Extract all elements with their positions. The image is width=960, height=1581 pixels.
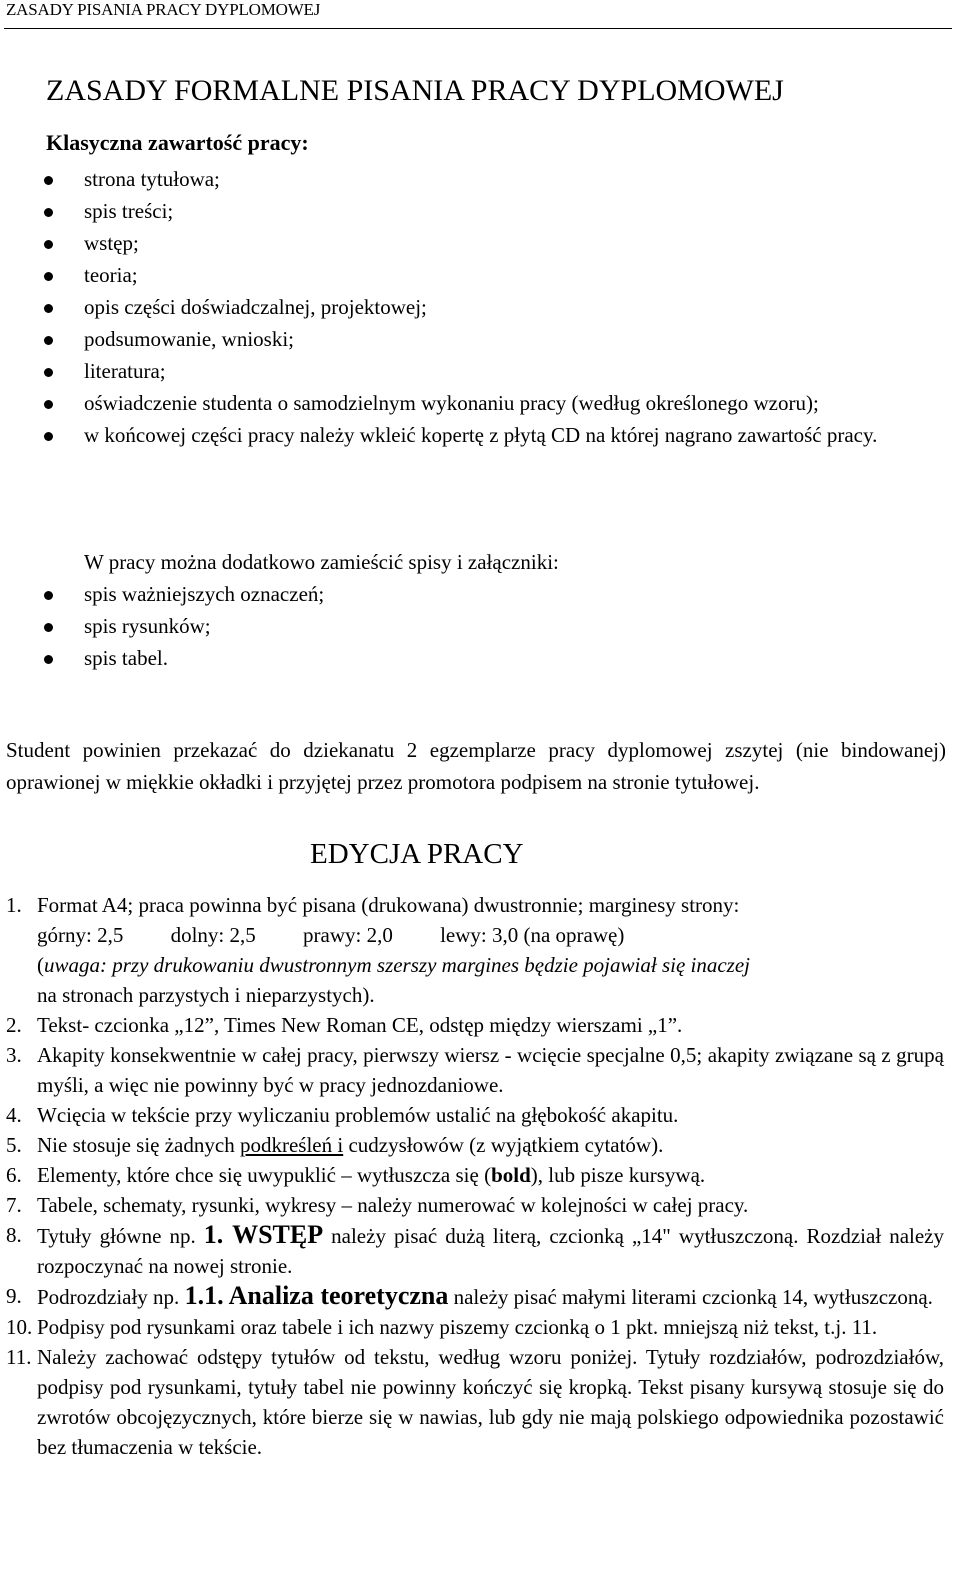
extra-lists xyxy=(0,578,950,674)
list-item: podsumowanie, wnioski; xyxy=(0,323,950,355)
list-item: oświadczenie studenta o samodzielnym wykonaniu pracy (według określonego wzoru); xyxy=(0,387,950,419)
list-item: strona tytułowa; xyxy=(0,163,950,195)
example-subheading: 1.1. Analiza teoretyczna xyxy=(184,1281,449,1310)
margin-bottom: dolny: 2,5 xyxy=(170,923,256,947)
rule-number: 6. xyxy=(6,1163,22,1187)
rule-text: Tekst- czcionka „12”, Times New Roman CE, odstęp między wierszami „1”. xyxy=(37,1013,683,1037)
rule-item xyxy=(0,1130,950,1160)
rule-text: należy pisać małymi literami czcionką 14, wytłuszczoną. xyxy=(448,1285,933,1309)
section-heading: EDYCJA PRACY xyxy=(310,838,524,870)
list-item: spis rysunków; xyxy=(0,610,950,642)
rule-text: Elementy, które chce się uwypuklić – wytłuszcza się ( xyxy=(37,1163,492,1187)
rule-number: 4. xyxy=(6,1103,22,1127)
list-item: teoria; xyxy=(0,259,950,291)
note-italic: uwaga: przy drukowaniu dwustronnym szerszy margines będzie pojawiał się inaczej xyxy=(44,953,751,977)
rule-text: Wcięcia w tekście przy wyliczaniu problemów ustalić na głębokość akapitu. xyxy=(37,1103,679,1127)
rule-number: 11. xyxy=(6,1345,32,1369)
rule-number: 8. xyxy=(6,1223,22,1247)
rule-item xyxy=(0,1342,950,1462)
list-item: spis ważniejszych oznaczeń; xyxy=(0,578,950,610)
rule-text: Akapity konsekwentnie w całej pracy, pierwszy wiersz - wcięcie specjalne 0,5; akapity związane są z grupą myśli, a więc nie powinny być w pracy jednozdaniowe. xyxy=(37,1043,944,1097)
rule-text: Nie stosuje się żadnych xyxy=(37,1133,240,1157)
note-open: ( xyxy=(37,953,44,977)
rule-item xyxy=(0,1281,950,1312)
submission-paragraph: Student powinien przekazać do dziekanatu 2 egzemplarze pracy dyplomowej zszytej (nie bindowanej) oprawionej w miękkie okładki i przyjętej przez promotora podpisem na stronie tytułowej. xyxy=(6,738,946,794)
rule-text: cudzysłowów (z wyjątkiem cytatów). xyxy=(343,1133,664,1157)
running-header: ZASADY PISANIA PRACY DYPLOMOWEJ xyxy=(6,0,321,19)
rule-item xyxy=(0,1040,950,1100)
list-item: opis części doświadczalnej, projektowej; xyxy=(0,291,950,323)
rule-number: 9. xyxy=(6,1284,22,1308)
rule-text: Format A4; praca powinna być pisana (drukowana) dwustronnie; marginesy strony: xyxy=(37,893,740,917)
rule-number: 10. xyxy=(6,1315,33,1339)
document-title: ZASADY FORMALNE PISANIA PRACY DYPLOMOWEJ xyxy=(46,74,784,107)
editing-rules-list xyxy=(0,890,950,1462)
rule-item xyxy=(0,1220,950,1281)
rule-number: 5. xyxy=(6,1133,22,1157)
list-item: wstęp; xyxy=(0,227,950,259)
rule-item xyxy=(0,1010,950,1040)
rule-text: Podpisy pod rysunkami oraz tabele i ich nazwy piszemy czcionką o 1 pkt. mniejszą niż tekst, t.j. 11. xyxy=(37,1315,878,1339)
rule-text: Tabele, schematy, rysunki, wykresy – należy numerować w kolejności w całej pracy. xyxy=(37,1193,749,1217)
list-item: w końcowej części pracy należy wkleić kopertę z płytą CD na której nagrano zawartość pracy. xyxy=(0,419,950,451)
rule-item xyxy=(0,1312,950,1342)
list-item: spis tabel. xyxy=(0,642,950,674)
rule-item xyxy=(0,1100,950,1130)
rule-number: 1. xyxy=(6,893,22,917)
underlined-text: podkreśleń i xyxy=(239,1133,344,1157)
classic-content-heading: Klasyczna zawartość pracy: xyxy=(46,130,309,155)
list-item: spis treści; xyxy=(0,195,950,227)
header-rule xyxy=(4,28,952,29)
rule-text: Tytuły główne np. xyxy=(37,1224,204,1248)
list-item: literatura; xyxy=(0,355,950,387)
example-heading: 1. WSTĘP xyxy=(203,1220,324,1249)
rule-number: 3. xyxy=(6,1043,22,1067)
rule-text: Podrozdziały np. xyxy=(37,1285,185,1309)
rule-text: należy pisać dużą literą, czcionką „14" wytłuszczoną. Rozdział należy rozpoczynać na nowej stronie. xyxy=(37,1224,944,1278)
rule-number: 7. xyxy=(6,1193,22,1217)
rule-item xyxy=(0,1190,950,1220)
rule-item xyxy=(0,1160,950,1190)
bold-text: bold xyxy=(491,1163,531,1187)
rule-text: ), lub pisze kursywą. xyxy=(530,1163,706,1187)
margin-right: prawy: 2,0 xyxy=(303,923,393,947)
rule-text: Należy zachować odstępy tytułów od tekstu, według wzoru poniżej. Tytuły rozdziałów, podrozdziałów, podpisy pod rysunkami, tytuły tabel nie powinny kończyć się kropką. Tekst pisany kursywą stosuje się do zwrotów obcojęzycznych, które bierze się w nawias, lub gdy nie mają polskiego odpowiednika pozostawić bez tłumaczenia w tekście. xyxy=(37,1345,944,1459)
classic-content-list xyxy=(0,163,950,451)
margin-top: górny: 2,5 xyxy=(37,923,124,947)
rule-number: 2. xyxy=(6,1013,22,1037)
margin-left: lewy: 3,0 (na oprawę) xyxy=(440,923,625,947)
extra-lists-intro: W pracy można dodatkowo zamieścić spisy i załączniki: xyxy=(84,550,559,574)
rule-item xyxy=(0,890,950,1010)
note-rest: na stronach parzystych i nieparzystych). xyxy=(37,983,375,1007)
